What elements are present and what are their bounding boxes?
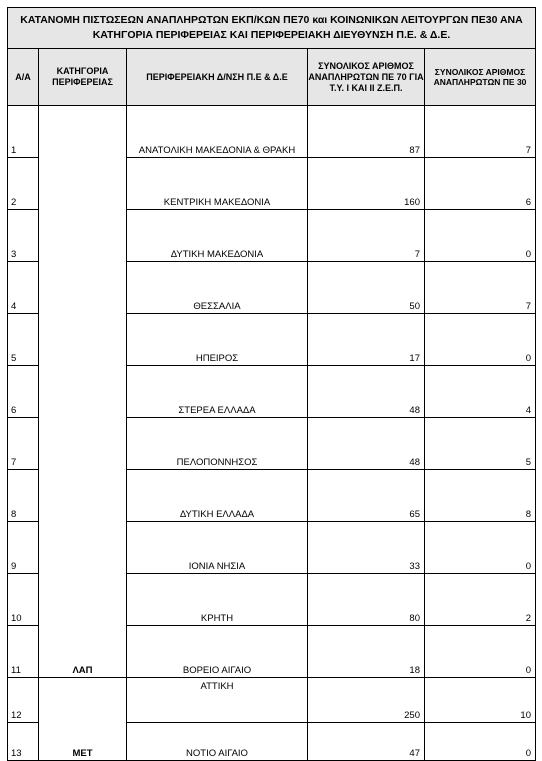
- row-region: ΣΤΕΡΕΑ ΕΛΛΑΔΑ: [127, 366, 308, 418]
- row-pe70: 48: [308, 366, 425, 418]
- row-pe70: 65: [308, 470, 425, 522]
- row-pe30: 0: [425, 210, 536, 262]
- row-pe70: 48: [308, 418, 425, 470]
- row-region: ΒΟΡΕΙΟ ΑΙΓΑΙΟ: [127, 626, 308, 678]
- row-pe30: 7: [425, 106, 536, 158]
- row-aa: 1: [8, 106, 39, 158]
- row-region: ΚΕΝΤΡΙΚΗ ΜΑΚΕΔΟΝΙΑ: [127, 158, 308, 210]
- table-row: [8, 678, 536, 723]
- row-aa: 2: [8, 158, 39, 210]
- table-title-line-1: ΚΑΤΑΝΟΜΗ ΠΙΣΤΩΣΕΩΝ ΑΝΑΠΛΗΡΩΤΩΝ ΕΚΠ/ΚΩΝ ΠΕ70 και ΚΟΙΝΩΝΙΚΩΝ ΛΕΙΤΟΥΡΓΩΝ ΠΕ30 ΑΝΑ: [20, 14, 523, 26]
- row-aa: 7: [8, 418, 39, 470]
- header-aa: Α/Α: [8, 49, 39, 106]
- row-aa: 13: [8, 723, 39, 761]
- row-pe70: 250: [308, 678, 425, 723]
- row-aa: 10: [8, 574, 39, 626]
- row-aa: 5: [8, 314, 39, 366]
- row-pe70: 47: [308, 723, 425, 761]
- row-aa: 11: [8, 626, 39, 678]
- table-row: [8, 106, 536, 158]
- row-pe70: 33: [308, 522, 425, 574]
- row-pe30: 4: [425, 366, 536, 418]
- table-title: [8, 8, 536, 49]
- row-region: ΠΕΛΟΠΟΝΝΗΣΟΣ: [127, 418, 308, 470]
- row-pe30: 6: [425, 158, 536, 210]
- header-pe70: ΣΥΝΟΛΙΚΟΣ ΑΡΙΘΜΟΣ ΑΝΑΠΛΗΡΩΤΩΝ ΠΕ 70 ΓΙΑ Τ.Υ. Ι ΚΑΙ ΙΙ Ζ.Ε.Π.: [308, 49, 425, 106]
- row-pe30: 0: [425, 723, 536, 761]
- header-region: ΠΕΡΙΦΕΡΕΙΑΚΗ Δ/ΝΣΗ Π.Ε & Δ.Ε: [127, 49, 308, 106]
- row-pe30: 2: [425, 574, 536, 626]
- row-region: ΔΥΤΙΚΗ ΜΑΚΕΔΟΝΙΑ: [127, 210, 308, 262]
- row-region: ΗΠΕΙΡΟΣ: [127, 314, 308, 366]
- row-pe70: 18: [308, 626, 425, 678]
- row-region: ΑΝΑΤΟΛΙΚΗ ΜΑΚΕΔΟΝΙΑ & ΘΡΑΚΗ: [127, 106, 308, 158]
- header-pe30: ΣΥΝΟΛΙΚΟΣ ΑΡΙΘΜΟΣ ΑΝΑΠΛΗΡΩΤΩΝ ΠΕ 30: [425, 49, 536, 106]
- row-aa: 3: [8, 210, 39, 262]
- row-region: ΔΥΤΙΚΗ ΕΛΛΑΔΑ: [127, 470, 308, 522]
- row-region: ΑΤΤΙΚΗ: [127, 678, 308, 723]
- row-pe70: 160: [308, 158, 425, 210]
- row-region: ΘΕΣΣΑΛΙΑ: [127, 262, 308, 314]
- row-pe70: 87: [308, 106, 425, 158]
- row-pe70: 50: [308, 262, 425, 314]
- row-aa: 4: [8, 262, 39, 314]
- row-region: ΚΡΗΤΗ: [127, 574, 308, 626]
- row-aa: 12: [8, 678, 39, 723]
- category-met: ΜΕΤ: [39, 678, 127, 761]
- allocation-table: [7, 7, 536, 761]
- row-region: ΝΟΤΙΟ ΑΙΓΑΙΟ: [127, 723, 308, 761]
- row-pe30: 0: [425, 314, 536, 366]
- row-aa: 9: [8, 522, 39, 574]
- category-lap: ΛΑΠ: [39, 106, 127, 678]
- row-pe30: 0: [425, 626, 536, 678]
- row-aa: 8: [8, 470, 39, 522]
- table-title-line-2: ΚΑΤΗΓΟΡΙΑ ΠΕΡΙΦΕΡΕΙΑΣ ΚΑΙ ΠΕΡΙΦΕΡΕΙΑΚΗ ΔΙΕΥΘΥΝΣΗ Π.Ε. & Δ.Ε.: [92, 29, 451, 41]
- row-pe30: 7: [425, 262, 536, 314]
- row-aa: 6: [8, 366, 39, 418]
- row-pe30: 5: [425, 418, 536, 470]
- row-pe70: 17: [308, 314, 425, 366]
- header-category: ΚΑΤΗΓΟΡΙΑ ΠΕΡΙΦΕΡΕΙΑΣ: [39, 49, 127, 106]
- row-pe30: 8: [425, 470, 536, 522]
- row-pe30: 0: [425, 522, 536, 574]
- row-pe70: 7: [308, 210, 425, 262]
- header-row: [8, 49, 536, 106]
- row-pe70: 80: [308, 574, 425, 626]
- row-pe30: 10: [425, 678, 536, 723]
- row-region: ΙΟΝΙΑ ΝΗΣΙΑ: [127, 522, 308, 574]
